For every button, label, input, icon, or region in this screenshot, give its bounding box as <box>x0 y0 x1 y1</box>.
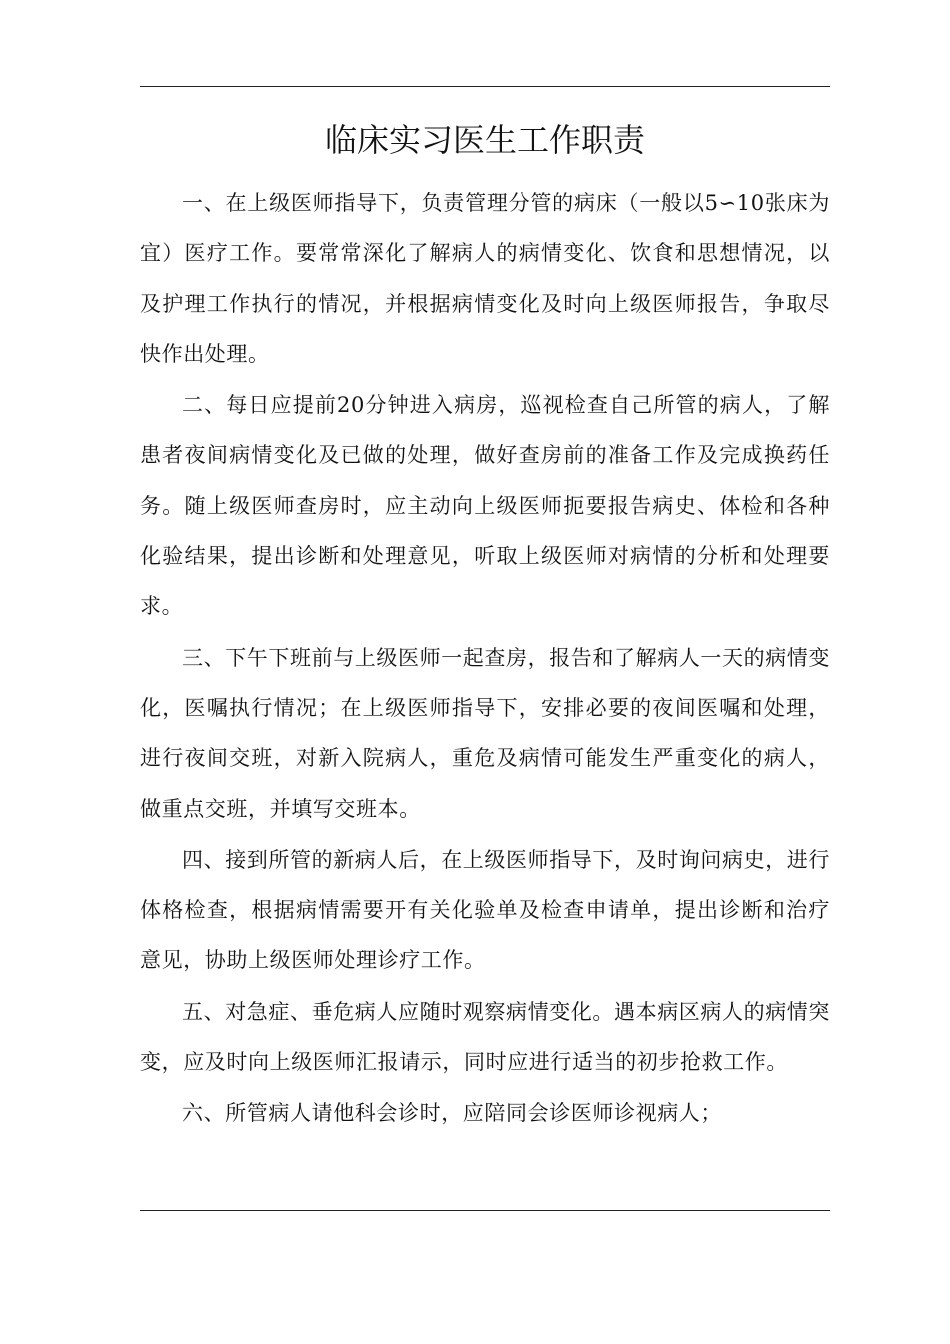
paragraph-5: 五、对急症、垂危病人应随时观察病情变化。遇本病区病人的病情突变，应及时向上级医师汇报请示，同时应进行适当的初步抢救工作。 <box>140 999 830 1075</box>
paragraph-3: 三、下午下班前与上级医师一起查房，报告和了解病人一天的病情变化，医嘱执行情况；在上级医师指导下，安排必要的夜间医嘱和处理，进行夜间交班，对新入院病人，重危及病情可能发生严重变化的病人，做重点交班，并填写交班本。 <box>140 645 830 821</box>
document-body <box>140 178 830 1140</box>
paragraph-6: 六、所管病人请他科会诊时，应陪同会诊医师诊视病人； <box>182 1101 722 1126</box>
document-title: 临床实习医生工作职责 <box>324 121 645 159</box>
header-rule <box>140 86 830 87</box>
paragraph-2: 二、每日应提前20分钟进入病房，巡视检查自己所管的病人，了解患者夜间病情变化及已做的处理，做好查房前的准备工作及完成换药任务。随上级医师查房时，应主动向上级医师扼要报告病史、体检和各种化验结果，提出诊断和处理意见，听取上级医师对病情的分析和处理要求。 <box>140 393 830 619</box>
paragraph-1: 一、在上级医师指导下，负责管理分管的病床（一般以5∽10张床为宜）医疗工作。要常常深化了解病人的病情变化、饮食和思想情况，以及护理工作执行的情况，并根据病情变化及时向上级医师报告，争取尽快作出处理。 <box>140 191 830 366</box>
paragraph-4: 四、接到所管的新病人后，在上级医师指导下，及时询问病史，进行体格检查，根据病情需要开有关化验单及检查申请单，提出诊断和治疗意见，协助上级医师处理诊疗工作。 <box>140 847 830 973</box>
footer-rule <box>140 1210 830 1211</box>
